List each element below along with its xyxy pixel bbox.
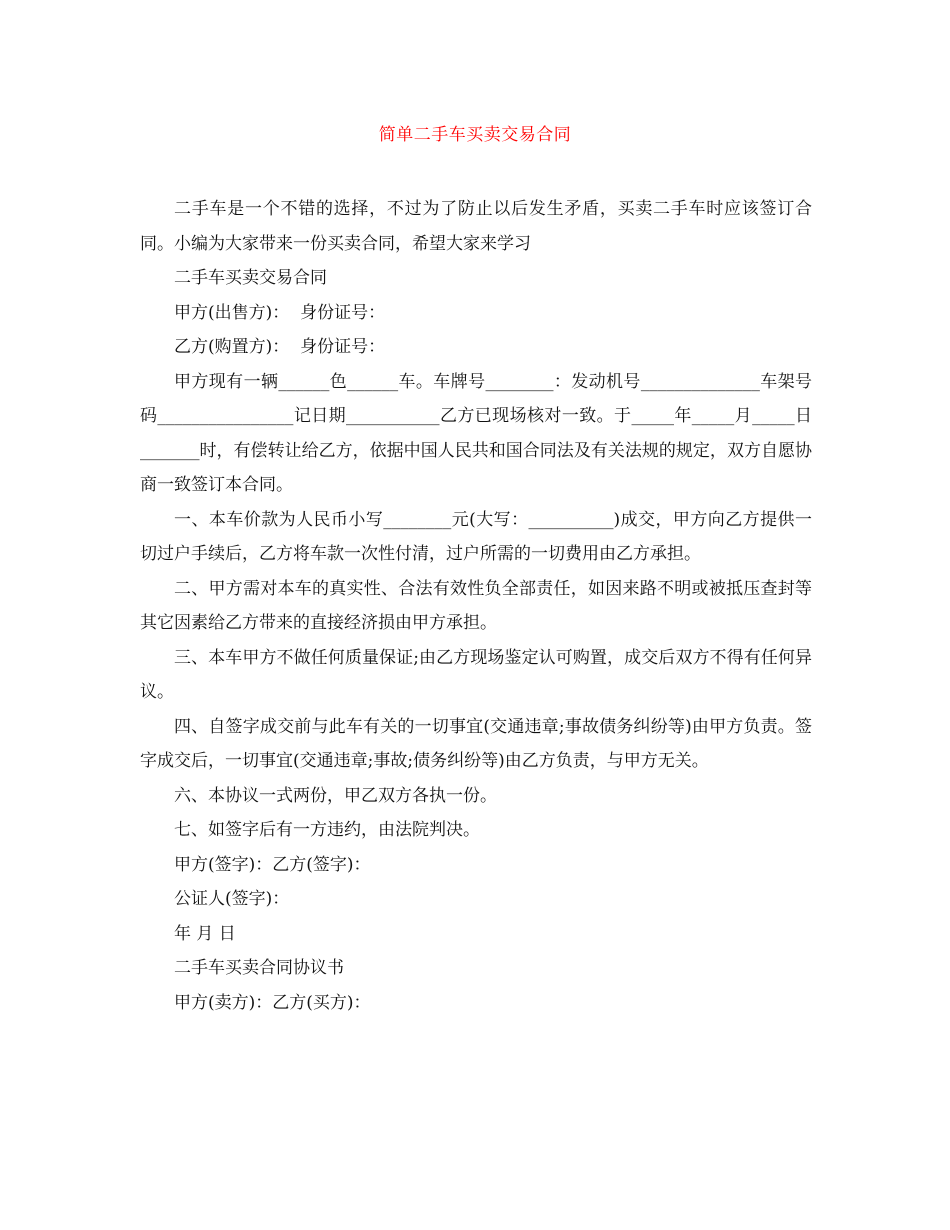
paragraph-signatures: 甲方(签字)：乙方(签字)： xyxy=(174,854,371,875)
paragraph-contract-heading: 二手车买卖交易合同 xyxy=(174,268,327,288)
paragraph-second-heading: 二手车买卖合同协议书 xyxy=(174,958,344,978)
paragraph-intro: 二手车是一个不错的选择，不过为了防止以后发生矛盾，买卖二手车时应该签订合同。小编为大家带来一份买卖合同，希望大家来学习 xyxy=(140,199,812,254)
document-title: 简单二手车买卖交易合同 xyxy=(378,125,572,145)
paragraph-vehicle-details: 甲方现有一辆______色______车。车牌号________：发动机号______________车架号码________________记日期___________乙方已现场核对一致。于_____年_____月_____日_______时，有偿转让给乙方，依据中国人民共和国合同法及有关法规的规定，双方自愿协商一致签订本合同。 xyxy=(140,371,812,495)
paragraph-clause-3: 三、本车甲方不做任何质量保证;由乙方现场鉴定认可购置，成交后双方不得有任何异议。 xyxy=(140,647,812,702)
document-body xyxy=(140,192,812,1020)
paragraph-notary: 公证人(签字)： xyxy=(174,889,290,909)
paragraph-clause-7: 七、如签字后有一方违约，由法院判决。 xyxy=(174,820,480,840)
paragraph-party-a: 甲方(出售方)： 身份证号： xyxy=(174,302,386,323)
paragraph-clause-1: 一、本车价款为人民币小写________元(大写：__________)成交，甲方向乙方提供一切过户手续后，乙方将车款一次性付清，过户所需的一切费用由乙方承担。 xyxy=(140,509,812,564)
paragraph-date: 年 月 日 xyxy=(174,923,236,944)
paragraph-party-b: 乙方(购置方)： 身份证号： xyxy=(174,337,386,357)
paragraph-clause-2: 二、甲方需对本车的真实性、合法有效性负全部责任，如因来路不明或被抵压查封等其它因素给乙方带来的直接经济损由甲方承担。 xyxy=(140,578,812,633)
paragraph-clause-6: 六、本协议一式两份，甲乙双方各执一份。 xyxy=(174,785,497,806)
paragraph-clause-4: 四、自签字成交前与此车有关的一切事宜(交通违章;事故债务纠纷等)由甲方负责。签字成交后，一切事宜(交通违章;事故;债务纠纷等)由乙方负责，与甲方无关。 xyxy=(140,716,812,771)
paragraph-seller-buyer: 甲方(卖方)：乙方(买方)： xyxy=(174,992,371,1013)
